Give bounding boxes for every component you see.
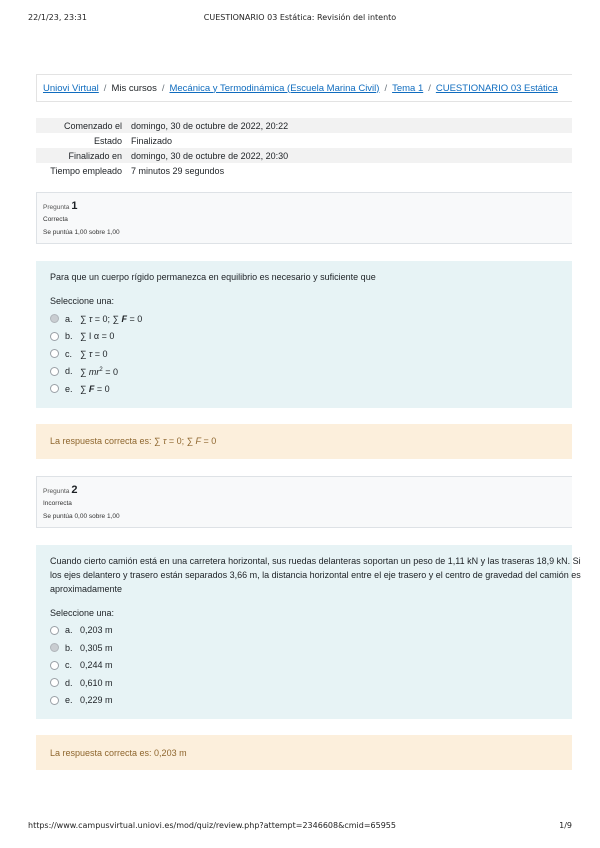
answer-option[interactable]	[50, 328, 558, 346]
question-number: Pregunta 1	[43, 200, 78, 212]
question-1-feedback	[36, 424, 572, 459]
question-1-formulation	[36, 261, 572, 408]
print-page-number: 1/9	[559, 821, 572, 830]
breadcrumb-topic-link[interactable]: Tema 1	[392, 82, 424, 94]
answer-option[interactable]	[50, 639, 572, 657]
summary-value: 7 minutos 29 segundos	[131, 165, 225, 176]
breadcrumb-home-link[interactable]: Uniovi Virtual	[43, 82, 99, 94]
correct-answer-text: La respuesta correcta es: ∑ τ = 0; ∑ F = 0	[50, 436, 217, 446]
summary-value: domingo, 30 de octubre de 2022, 20:30	[131, 150, 289, 161]
answer-option[interactable]	[50, 380, 558, 398]
option-letter: a.	[65, 313, 73, 324]
breadcrumb-my-courses[interactable]: Mis cursos	[111, 82, 157, 94]
question-text: Para que un cuerpo rígido permanezca en equilibrio es necesario y suficiente que	[50, 272, 376, 282]
breadcrumb	[36, 74, 572, 102]
answer-option[interactable]	[50, 345, 558, 363]
summary-label: Tiempo empleado	[50, 165, 122, 176]
radio-button[interactable]	[50, 384, 59, 393]
radio-button-selected[interactable]	[50, 314, 59, 323]
attempt-summary-table	[36, 118, 572, 178]
radio-button[interactable]	[50, 349, 59, 358]
option-letter: d.	[65, 677, 73, 688]
answer-option[interactable]	[50, 674, 572, 692]
summary-value: domingo, 30 de octubre de 2022, 20:22	[131, 120, 289, 131]
quiz-review-page	[36, 74, 581, 770]
summary-row-finished	[36, 148, 572, 163]
option-text: ∑ τ = 0; ∑ F = 0	[80, 313, 143, 324]
option-text: 0,305 m	[80, 642, 113, 653]
option-letter: b.	[65, 331, 73, 342]
select-prompt: Seleccione una:	[50, 296, 115, 306]
option-letter: a.	[65, 625, 73, 636]
question-2-info	[36, 476, 572, 528]
summary-label: Finalizado en	[68, 150, 122, 161]
radio-button-selected[interactable]	[50, 643, 59, 652]
option-text: ∑ $mr^2 = 0$	[80, 367, 119, 378]
option-text: ∑ I α = 0	[80, 331, 115, 342]
summary-label: Estado	[93, 135, 122, 146]
option-letter: c.	[65, 660, 73, 671]
breadcrumb-separator: /	[103, 82, 107, 94]
answer-option[interactable]	[50, 363, 558, 381]
breadcrumb-separator: /	[384, 82, 388, 94]
summary-row-time	[36, 163, 572, 178]
answer-option[interactable]	[50, 692, 572, 710]
answer-option[interactable]	[50, 310, 558, 328]
breadcrumb-separator: /	[428, 82, 431, 94]
question-grade: Se puntúa 0,00 sobre 1,00	[43, 512, 120, 520]
breadcrumb-course-link[interactable]: Mecánica y Termodinámica (Escuela Marina Civil)	[169, 82, 380, 94]
question-1-info	[36, 192, 572, 244]
option-letter: e.	[65, 695, 73, 706]
correct-answer-text: La respuesta correcta es: 0,203 m	[50, 747, 187, 758]
option-letter: d.	[65, 366, 73, 377]
summary-value: Finalizado	[131, 135, 173, 146]
answer-option[interactable]	[50, 657, 572, 675]
option-letter: b.	[65, 642, 73, 653]
radio-button[interactable]	[50, 678, 59, 687]
radio-button[interactable]	[50, 696, 59, 705]
print-datetime: 22/1/23, 23:31	[28, 13, 87, 22]
summary-row-started	[36, 118, 572, 133]
option-text: 0,229 m	[80, 695, 113, 706]
question-state: Correcta	[43, 216, 68, 223]
question-state: Incorrecta	[43, 499, 72, 507]
question-text: Cuando cierto camión está en una carretera horizontal, sus ruedas delanteras soportan un peso de 1,11 kN y las traseras 18,9 kN. Si los ejes delantero y trasero están separados 3,66 m, la distancia horizontal entre el eje trasero y el centro de gravedad del camión es aproximadamente	[50, 555, 581, 594]
print-title: CUESTIONARIO 03 Estática: Revisión del intento	[203, 13, 397, 22]
summary-row-state	[36, 133, 572, 148]
option-text: ∑ F = 0	[80, 383, 110, 394]
radio-button[interactable]	[50, 332, 59, 341]
radio-button[interactable]	[50, 626, 59, 635]
print-url: https://www.campusvirtual.uniovi.es/mod/quiz/review.php?attempt=2346608&cmid=65955	[28, 821, 396, 830]
breadcrumb-separator: /	[161, 82, 165, 94]
radio-button[interactable]	[50, 367, 59, 376]
answer-option[interactable]	[50, 622, 572, 640]
option-text: ∑ τ = 0	[80, 348, 108, 359]
question-2-formulation	[36, 545, 581, 720]
select-prompt: Seleccione una:	[50, 607, 115, 618]
question-grade: Se puntúa 1,00 sobre 1,00	[43, 229, 120, 236]
option-letter: c.	[65, 348, 73, 359]
option-text: 0,610 m	[80, 677, 113, 688]
option-letter: e.	[65, 383, 73, 394]
radio-button[interactable]	[50, 661, 59, 670]
question-2-feedback	[36, 735, 572, 770]
breadcrumb-quiz-link[interactable]: CUESTIONARIO 03 Estática	[435, 82, 558, 94]
option-text: 0,203 m	[80, 625, 113, 636]
question-number: Pregunta 2	[43, 483, 78, 496]
summary-label: Comenzado el	[63, 120, 122, 131]
option-text: 0,244 m	[80, 660, 113, 671]
